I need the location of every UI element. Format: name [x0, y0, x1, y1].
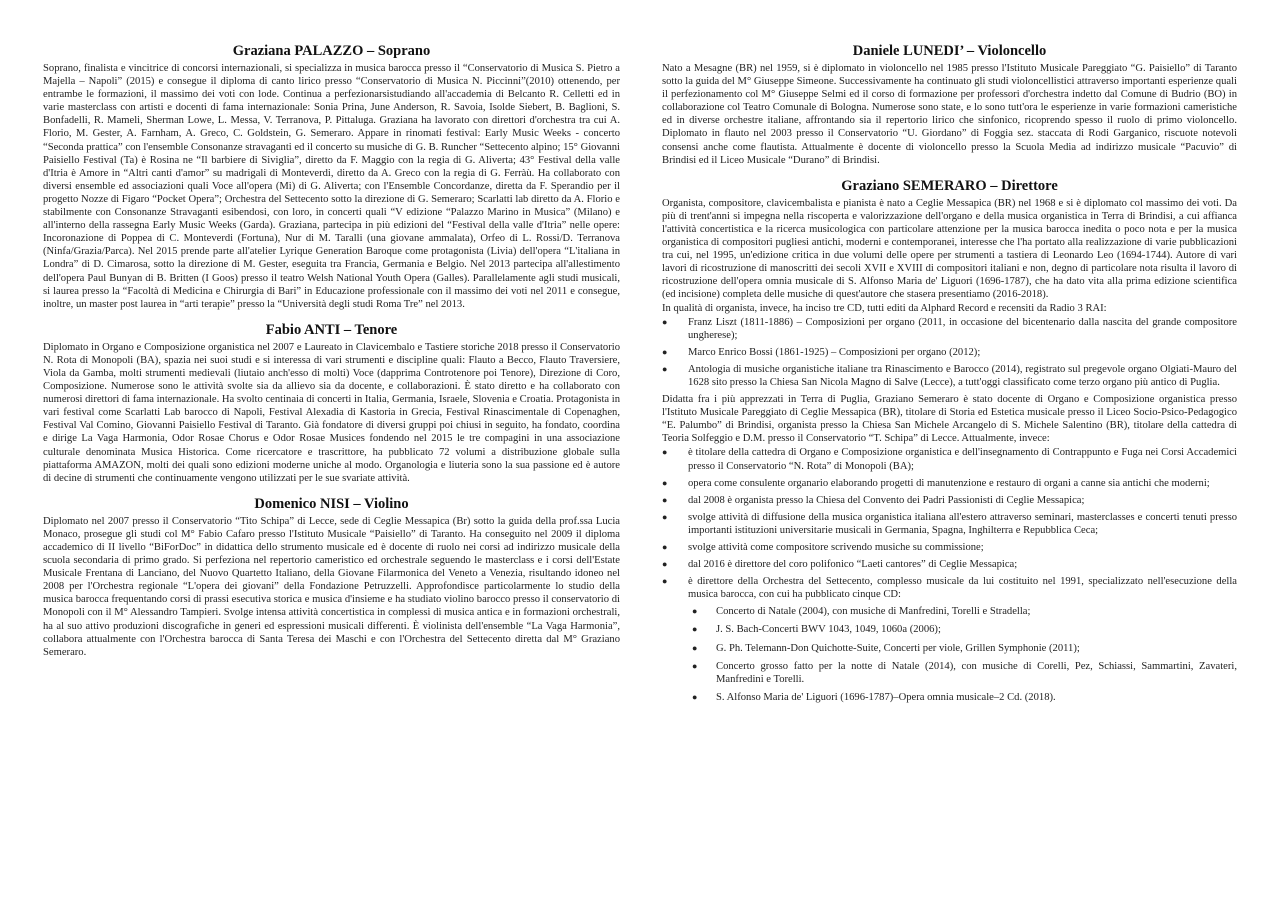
bio-semeraro: [662, 178, 1237, 704]
list-item: ● Marco Enrico Bossi (1861-1925) – Composizioni per organo (2012);: [662, 346, 1237, 359]
teaching-text: Didatta fra i più apprezzati in Terra di Puglia, Graziano Semeraro è stato docente di Organo e Composizione organistica presso l'Istituto Musicale Pareggiato di Ceglie Messapica (BR), titolare di Storia ed Estetica musicale presso il Liceo Socio-Psico-Pedagogico “E. Palumbo” di Brindisi, organista presso la Chiesa San Michele Arcangelo di S. Michele Salentino (BR), titolare della cattedra di Teoria Solfeggio e D.M. presso il Conservatorio “T. Schipa” di Lecce. Attualmente, invece:: [662, 394, 1237, 445]
cd-list: [662, 316, 1237, 389]
list-item: ● dal 2008 è organista presso la Chiesa del Convento dei Padri Passionisti di Ceglie Messapica;: [662, 494, 1237, 507]
list-item: ● dal 2016 è direttore del coro polifonico “Laeti cantores” di Ceglie Messapica;: [662, 558, 1237, 571]
bio-text-nisi: Diplomato nel 2007 presso il Conservatorio “Tito Schipa” di Lecce, sede di Ceglie Messapica (Br) sotto la guida della prof.ssa Lucia Monaco, prosegue gli studi col M° Fabio Cafaro presso l'Istituto Musicale “Paisiello” di Taranto. Ha conseguito nel 2009 il diploma accademico di II livello “BiForDoc” in didattica dello strumento musicale ed è docente di ruolo nei corsi ad indirizzo musicale della scuola secondaria di primo grado. Si perfeziona nel repertorio cameristico ed orchestrale seguendo le masterclass e i corsi dell'Estate Musicale Frentana di Lanciano, del Nuovo Quartetto Italiano, della Giovane Filarmonica del Veneto a Venezia, risultando idoneo nel 2008 per l'Orchestra regionale “L'opera dei giovani” della Fondazione Petruzzelli. Approfondisce particolarmente lo studio della musica barocca frequentando corsi di prassi esecutiva storica e musica d'insieme e ha studiato violino barocco presso il conservatorio di Monopoli con il M° Alessandro Tampieri. Svolge intensa attività concertistica in complessi di musica antica e in formazioni orchestrali, ha al suo attivo produzioni discografiche in generi ed espressioni musicali differenti. È violinista dell'ensemble “La Vaga Harmonia”, collabora attualmente con l'Orchestra barocca di Santa Teresa dei Maschi e con l'Orchestra del Settecento diretta dal M° Graziano Semeraro.: [43, 515, 620, 658]
list-item: ● G. Ph. Telemann-Don Quichotte-Suite, Concerti per viole, Grillen Symphonie (2011);: [688, 642, 1237, 655]
bio-anti: [43, 322, 620, 485]
list-item: ● Antologia di musiche organistiche italiane tra Rinascimento e Barocco (2014), registrato sul pregevole organo Olgiati-Mauro del 1628 sito presso la Chiesa San Nicola Magno di Salve (Lecce), a tutt'oggi classificato come terzo organo più antico di Puglia.: [662, 363, 1237, 389]
right-column: [662, 43, 1237, 715]
bio-title-semeraro: Graziano SEMERARO – Direttore: [841, 177, 1058, 194]
bio-palazzo: [43, 43, 620, 311]
current-activities-list: [662, 446, 1237, 704]
list-item: ● S. Alfonso Maria de' Liguori (1696-1787)–Opera omnia musicale–2 Cd. (2018).: [688, 691, 1237, 704]
bio-text-lunedi: Nato a Mesagne (BR) nel 1959, si è diplomato in violoncello nel 1985 presso l'Istituto Musicale Pareggiato “G. Paisiello” di Taranto sotto la guida del M° Giuseppe Simeone. Successivamente ha continuato gli studi violoncellistici attraverso importanti esperienze quali il perfezionamento col M° Giuseppe Selmi ed il corso di formazione per professori d'orchestra indetto dal Comune di Budrio (BO) in collaborazione col Teatro Comunale di Bologna. Numerose sono state, e lo sono tutt'ora le esperienze in varie formazioni cameristiche ed in diverse orchestre italiane, affrontando sia il repertorio lirico che sinfonico, ricoprendo spesso il ruolo di primo violoncello. Diplomato in flauto nel 2003 presso il Conservatorio “U. Giordano” di Foggia sez. staccata di Rodi Garganico, riscuote notevoli consensi anche come flautista. Attualmente è docente di violoncello presso la Scuola Media ad indirizzo musicale “Pacuvio” di Brindisi ed il Liceo Musicale “Durano” di Brindisi.: [662, 63, 1237, 166]
bio-title-nisi: Domenico NISI – Violino: [254, 495, 409, 512]
list-item: ● Franz Liszt (1811-1886) – Composizioni per organo (2011, in occasione del bicentenario dalla nascita del grande compositore ungherese);: [662, 316, 1237, 342]
list-item: ● svolge attività di diffusione della musica organistica italiana all'estero attraverso seminari, masterclasses e concerti tenuti presso importanti istituzioni universitarie musicali in Germania, Spagna, Inghilterra e Repubblica Ceca;: [662, 511, 1237, 537]
list-item: ● opera come consulente organario elaborando progetti di manutenzione e restauro di organi a canne sia antichi che moderni;: [662, 477, 1237, 490]
list-item: ● svolge attività come compositore scrivendo musiche su commissione;: [662, 541, 1237, 554]
list-item: ● è titolare della cattedra di Organo e Composizione organistica e dell'insegnamento di Contrappunto e Fuga nei Corsi Accademici presso il Conservatorio “N. Rota” di Monopoli (BA);: [662, 446, 1237, 472]
bio-intro-semeraro: Organista, compositore, clavicembalista e pianista è nato a Ceglie Messapica (BR) nel 1968 e si è diplomato col massimo dei voti. Da più di trent'anni si impegna nella riscoperta e valorizzazione dell'organo e della musica organistica in Terra di Brindisi, a cui affianca l'attività concertistica e la ricerca musicologica con particolare attenzione per la musica barocca inedita o poco nota e per la musica organistica di compositori pugliesi antichi, moderni e contemporanei, interesse che l'ha portato alla realizzazione di varie pubblicazioni tra cui, nel 1995, un'edizione critica in due volumi delle opere per strumenti a tastiera di Leonardo Leo (1694-1744). Autore di vari lavori di ricostruzione di manoscritti dei secoli XVII e XVIII di compositori italiani e non, degno di particolare nota risulta il lavoro di ricostruzione dell'opera omnia musicale di S. Alfonso Maria de' Liguori (1696-1787), che ha dato vita alla prima edizione scientifica (ed incisione) completa delle musiche di quest'autore che stasera presentiamo (2016-2018).: [662, 197, 1237, 301]
bio-text-palazzo: Soprano, finalista e vincitrice di concorsi internazionali, si specializza in musica barocca presso il “Conservatorio di Musica S. Pietro a Majella – Napoli” (2015) e consegue il diploma di canto lirico presso “Conservatorio di Musica N. Piccinni”(2010) ottenendo, per entrambe le formazioni, il massimo dei voti con lode. Continua a perfezionarsistudiando all'accademia di Belcanto R. Celletti ed in varie masterclass con artisti e docenti di fama internazionale: Sonia Prina, June Anderson, R. Savoia, Isolde Siebert, B. Baglioni, S. Bonfadelli, R. Mameli, Sherman Lowe, L. Messa, V. Terranova, P. Pittaluga. Graziana ha lavorato con direttori d'orchestra tra cui A. Florio, M. Gester, A. Farnham, A. Greco, C. Goldstein, G. Semeraro. Appare in rinomati festival: Early Music Weeks - concerto “Seconda prattica” con l'ensemble Consonanze stravaganti ed il concerto su musiche di G. B. Runcher “Settecento alpino; 15° Giovanni Paisiello Festival (Ta) è Rosina ne “Il barbiere di Siviglia”, diretto da F. Maggio con la regia di G. Aliverta; 43° Festival della valle d'Itria è Amore in “Altri canti d'amor” su madrigali di Monteverdi, diretto da A. Greco con la regia di G. Ferràù. Ha collaborato con diversi ensemble ed associazioni quali Voce all'opera (Mi) di G. Aliverta; con l'Ensemble Concordanze, diretta da F. Sperandio per il progetto Nozze di Figaro “Pocket Opera”; Orchestra del Settecento sotto la direzione di G. Semeraro; Scarlatti lab diretto da A. Florio e stabilmente con Consonanze Stravaganti esibendosi, con loro, in concerti quali “V edizione “Palazzo Marino in Musica” (Milano) e all'interno della rassegna Early Music Weeks (Garda). Graziana, partecipa in più edizioni del “Festival della valle d'Itria” nelle opere: Incoronazione di Poppea di C. Monteverdi (Fortuna), Nur di M. Taralli (una giovane ammalata), Orfeo di L. Rossi/D. Terranova (Ninfa/Grazia/Parca). Nel 2015 prende parte all'atelier Lyrique Generation Baroque come protagonista (Livia) dell'opera “L'italiana in Londra” di D. Cimarosa, sotto la direzione di M. Gester, eseguita tra Francia, Germania e Belgio. Nel 2013 partecipa all'allestimento dell'opera Paul Bunyan di B. Britten (I Goos) presso il teatro Welsh National Youth Opera (Galles). Parallelamente agli studi musicali, si laurea presso la “Facoltà di Medicina e Chirurgia di Bari” in Educazione professionale con il massimo dei voti nel 2011 e consegue, inoltre, un master post laurea in “arti terapie” presso la “Università degli studi Roma Tre” nel 2013.: [43, 63, 620, 310]
bio-text-anti: Diplomato in Organo e Composizione organistica nel 2007 e Laureato in Clavicembalo e Tastiere storiche 2018 presso il Conservatorio N. Rota di Monopoli (BA), spazia nei suoi studi e si interessa di vari strumenti e discipline quali: Flauto a Becco, Flauto Traversiere, Viola da Gamba, molti strumenti medievali (liutaio anch'esso di molti) Voce (dapprima Controtenore poi Tenore), Direzione di Coro, Composizione. Numerose sono le attività svolte sia da allievo sia da docente, e collaborazioni. È stato diretto e ha collaborato con numerosi direttori di fama internazionale. Ha svolto centinaia di concerti in Italia, Germania, Israele, Slovenia e Croatia. Protagonista in vari festival come Scarlatti Lab barocco di Napoli, Festival Alexadia di Kastoria in Grecia, Festival Rinascimentale di Copenaghen, Festival Val Comino, Giovanni Paisiello Festival di Taranto. Già fondatore di diversi gruppi poi chiusi in seguito, ha fondato, coordina e dirige La Vaga Harmonia, Odor Rosae Chorus e Odor Rosae Musices fondendo nel 2015 le tre compagini in una associazione culturale denominata Musica Historica. Come ricercatore e trascrittore, ha pubblicato 72 volumi a distribuzione globale sulla piattaforma AMAZON, molti dei quali sono edizioni moderne uniche al modo. Organologia e liuteria sono la sua passione ed è autore di decine di strumenti che continuamente vengono utilizzati per le sue svariate attività.: [43, 341, 620, 484]
cd-intro: In qualità di organista, invece, ha inciso tre CD, tutti editi da Alphard Record e recensiti da Radio 3 RAI:: [662, 302, 1107, 314]
left-column: [43, 43, 620, 670]
bio-nisi: [43, 496, 620, 659]
list-item: ● Concerto grosso fatto per la notte di Natale (2014), con musiche di Corelli, Pez, Schiassi, Sammartini, Zavateri, Manfredini e Torelli.: [688, 660, 1237, 686]
bio-lunedi: [662, 43, 1237, 167]
orchestra-item-text: è direttore della Orchestra del Settecento, complesso musicale da lui costituito nel 1991, specializzato nell'esecuzione della musica barocca, con cui ha pubblicato cinque CD:: [688, 576, 1237, 601]
bio-title-anti: Fabio ANTI – Tenore: [265, 321, 398, 338]
bio-title-lunedi: Daniele LUNEDI’ – Violoncello: [852, 43, 1047, 59]
bio-title-palazzo: Graziana PALAZZO – Soprano: [232, 43, 431, 59]
list-item: ● J. S. Bach-Concerti BWV 1043, 1049, 1060a (2006);: [688, 623, 1237, 636]
list-item: ● Concerto di Natale (2004), con musiche di Manfredini, Torelli e Stradella;: [688, 605, 1237, 618]
list-item: [662, 575, 1237, 704]
orchestra-cd-list: [688, 605, 1237, 704]
